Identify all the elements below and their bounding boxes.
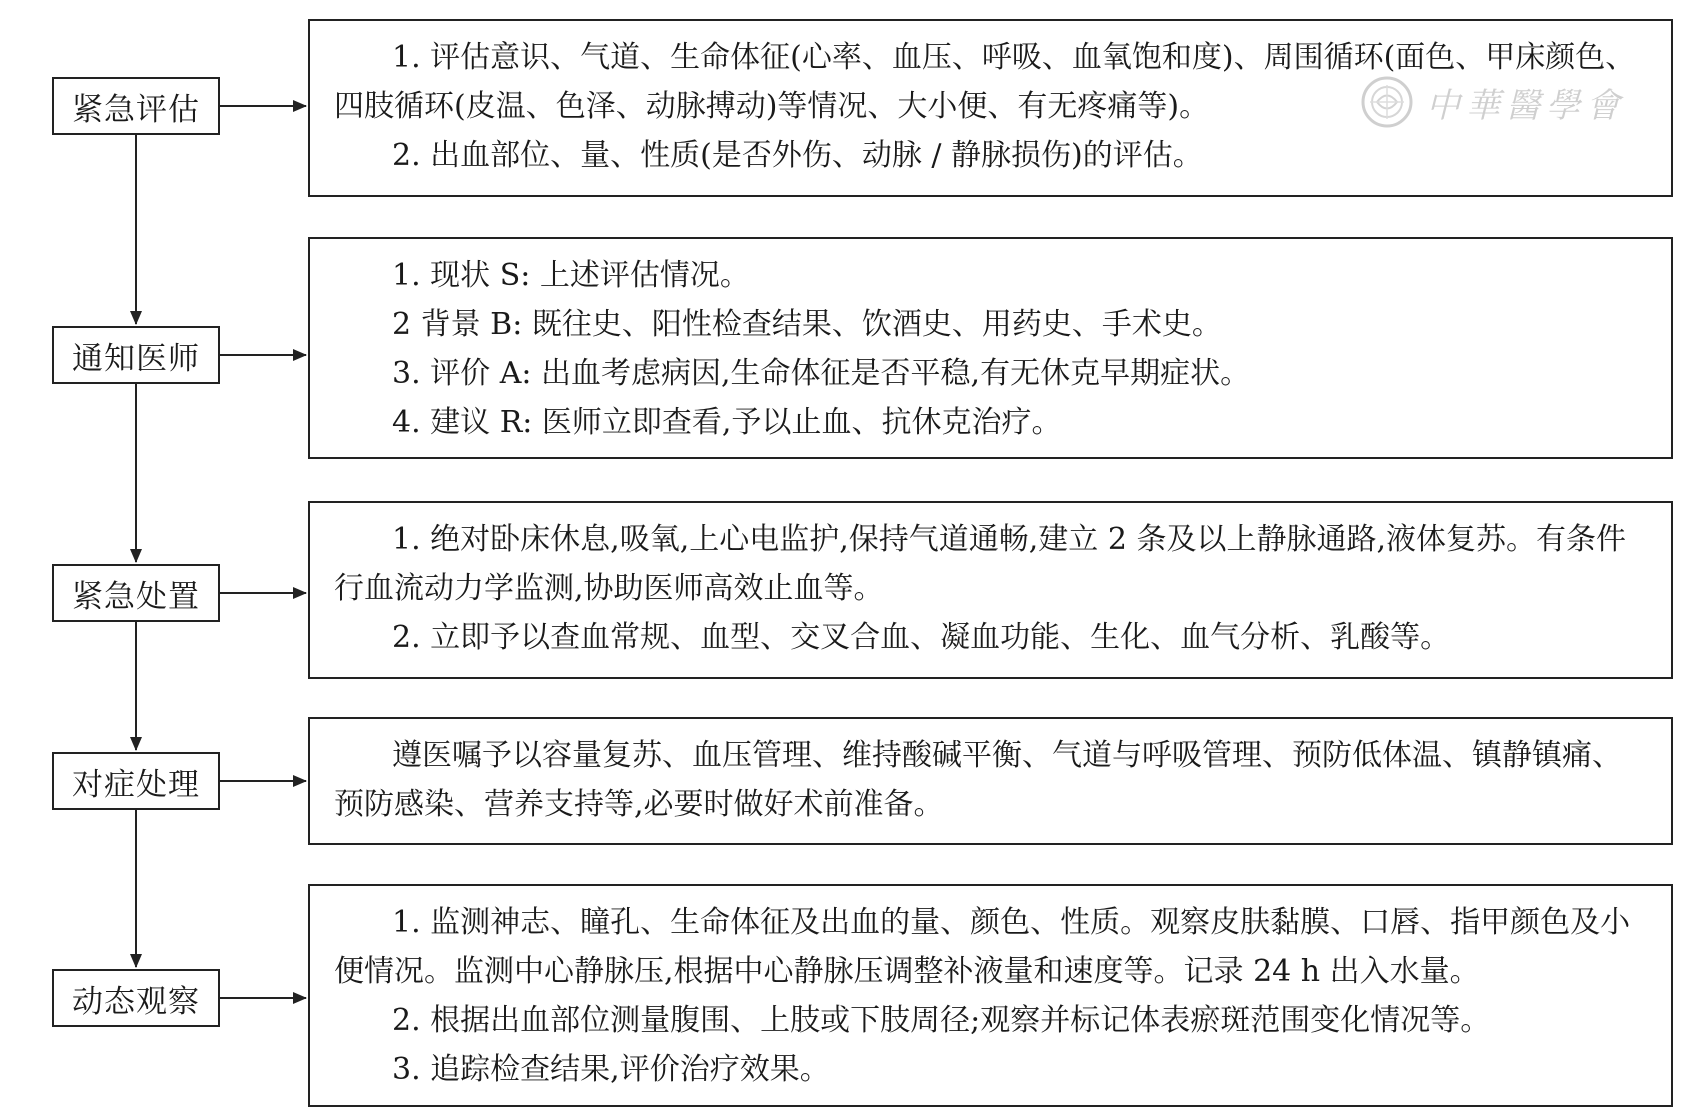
detail-line: 2. 立即予以查血常规、血型、交叉合血、凝血功能、生化、血气分析、乳酸等。 (392, 620, 1451, 655)
step-label: 紧急处置 (72, 578, 200, 615)
step-symptomatic-treatment (52, 752, 220, 810)
detail-line: 3. 评价 A: 出血考虑病因,生命体征是否平稳,有无休克早期症状。 (392, 356, 1251, 391)
watermark-text: 中華醫學會 (1426, 85, 1626, 126)
detail-line: 1. 现状 S: 上述评估情况。 (392, 258, 750, 293)
step-notify-physician (52, 326, 220, 384)
step-label: 通知医师 (72, 340, 200, 377)
step-label: 动态观察 (72, 983, 200, 1020)
step-emergency-assessment (52, 77, 220, 135)
detail-line: 1. 绝对卧床休息,吸氧,上心电监护,保持气道通畅,建立 2 条及以上静脉通路,液体复苏。有条件行血流动力学监测,协助医师高效止血等。 (334, 522, 1626, 606)
detail-line: 2 背景 B: 既往史、阳性检查结果、饮酒史、用药史、手术史。 (392, 307, 1222, 342)
detail-box-notify-physician (308, 237, 1673, 459)
step-emergency-treatment (52, 564, 220, 622)
watermark (1360, 73, 1660, 131)
detail-line: 2. 根据出血部位测量腹围、上肢或下肢周径;观察并标记体表瘀斑范围变化情况等。 (392, 1003, 1491, 1038)
detail-line: 遵医嘱予以容量复苏、血压管理、维持酸碱平衡、气道与呼吸管理、预防低体温、镇静镇痛、预防感染、营养支持等,必要时做好术前准备。 (334, 738, 1622, 822)
detail-box-dynamic-observation (308, 884, 1673, 1107)
step-label: 紧急评估 (72, 91, 200, 128)
detail-line: 2. 出血部位、量、性质(是否外伤、动脉 / 静脉损伤)的评估。 (392, 138, 1203, 173)
society-seal-icon (1360, 75, 1414, 129)
detail-box-emergency-treatment (308, 501, 1673, 679)
detail-line: 4. 建议 R: 医师立即查看,予以止血、抗休克治疗。 (392, 405, 1062, 440)
step-dynamic-observation (52, 969, 220, 1027)
detail-line: 1. 监测神志、瞳孔、生命体征及出血的量、颜色、性质。观察皮肤黏膜、口唇、指甲颜色及小便情况。监测中心静脉压,根据中心静脉压调整补液量和速度等。记录 24 h 出入水量。 (334, 905, 1631, 989)
detail-line: 3. 追踪检查结果,评价治疗效果。 (392, 1052, 830, 1087)
detail-line: 1. 评估意识、气道、生命体征(心率、血压、呼吸、血氧饱和度)、周围循环(面色、甲床颜色、四肢循环(皮温、色泽、动脉搏动)等情况、大小便、有无疼痛等)。 (334, 40, 1636, 124)
detail-box-symptomatic-treatment (308, 717, 1673, 845)
step-label: 对症处理 (72, 766, 200, 803)
